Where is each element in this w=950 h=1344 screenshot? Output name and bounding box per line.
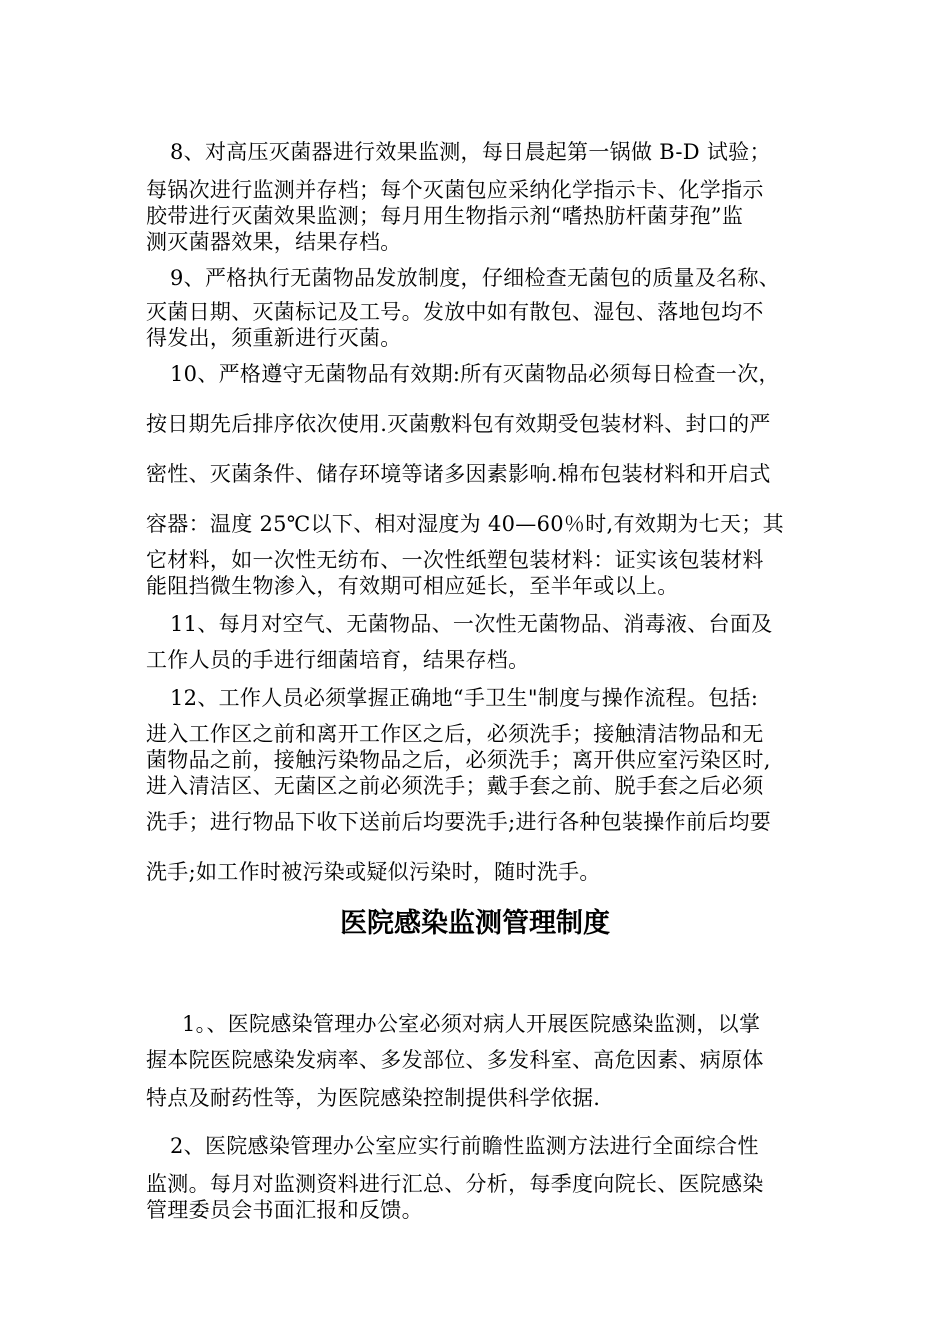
paragraph-10-line-6: 能阻挡微生物渗入，有效期可相应延长，至半年或以上。 — [146, 574, 679, 598]
paragraph-9-line-1: 9、严格执行无菌物品发放制度，仔细检查无菌包的质量及名称、 — [170, 266, 781, 290]
section-paragraph-1-line-3: 特点及耐药性等，为医院感染控制提供科学依据. — [146, 1086, 601, 1110]
paragraph-12-line-4: 进入清洁区、无菌区之前必须洗手；戴手套之前、脱手套之后必须 — [146, 774, 764, 798]
paragraph-12-line-2: 进入工作区之前和离开工作区之后，必须洗手；接触清洁物品和无 — [146, 722, 764, 746]
paragraph-12-line-3: 菌物品之前，接触污染物品之后，必须洗手；离开供应室污染区时, — [146, 748, 771, 772]
paragraph-9-line-2: 灭菌日期、灭菌标记及工号。发放中如有散包、湿包、落地包均不 — [146, 300, 764, 324]
paragraph-11-line-1: 11、每月对空气、无菌物品、一次性无菌物品、消毒液、台面及 — [170, 612, 773, 636]
section-paragraph-2-line-2: 监测。每月对监测资料进行汇总、分析，每季度向院长、医院感染 — [146, 1172, 764, 1196]
paragraph-10-line-2: 按日期先后排序依次使用.灭菌敷料包有效期受包装材料、封口的严 — [146, 412, 771, 436]
section-paragraph-1-line-2: 握本院医院感染发病率、多发部位、多发科室、高危因素、病原体 — [146, 1048, 764, 1072]
paragraph-11-line-2: 工作人员的手进行细菌培育，结果存档。 — [146, 648, 530, 672]
paragraph-12-line-1: 12、工作人员必须掌握正确地“手卫生"制度与操作流程。包括: — [170, 686, 759, 710]
section-paragraph-2-line-1: 2、医院感染管理办公室应实行前瞻性监测方法进行全面综合性 — [170, 1134, 759, 1158]
paragraph-10-line-4: 容器：温度 25℃以下、相对湿度为 40—60％时,有效期为七天；其 — [146, 512, 784, 536]
paragraph-10-line-3: 密性、灭菌条件、储存环境等诸多因素影响.棉布包装材料和开启式 — [146, 462, 771, 486]
paragraph-8-line-2: 每锅次进行监测并存档；每个灭菌包应采纳化学指示卡、化学指示 — [146, 178, 764, 202]
paragraph-8-line-4: 测灭菌器效果，结果存档。 — [146, 230, 402, 254]
paragraph-10-line-5: 它材料，如一次性无纺布、一次性纸塑包装材料：证实该包装材料 — [146, 548, 764, 572]
paragraph-8-line-1: 8、对高压灭菌器进行效果监测，每日晨起第一锅做 B-D 试验； — [170, 140, 771, 164]
section-paragraph-2-line-3: 管理委员会书面汇报和反馈。 — [146, 1198, 423, 1222]
paragraph-12-line-6: 洗手;如工作时被污染或疑似污染时，随时洗手。 — [146, 860, 601, 884]
section-title: 医院感染监测管理制度 — [340, 908, 610, 939]
paragraph-8-line-3: 胶带进行灭菌效果监测；每月用生物指示剂“嗜热肪杆菌芽孢”监 — [146, 204, 744, 228]
paragraph-12-line-5: 洗手；进行物品下收下送前后均要洗手;进行各种包装操作前后均要 — [146, 810, 772, 834]
paragraph-9-line-3: 得发出，须重新进行灭菌。 — [146, 326, 402, 350]
paragraph-10-line-1: 10、严格遵守无菌物品有效期:所有灭菌物品必须每日检查一次， — [170, 362, 780, 386]
section-paragraph-1-line-1: 1。、医院感染管理办公室必须对病人开展医院感染监测，以掌 — [182, 1012, 761, 1036]
